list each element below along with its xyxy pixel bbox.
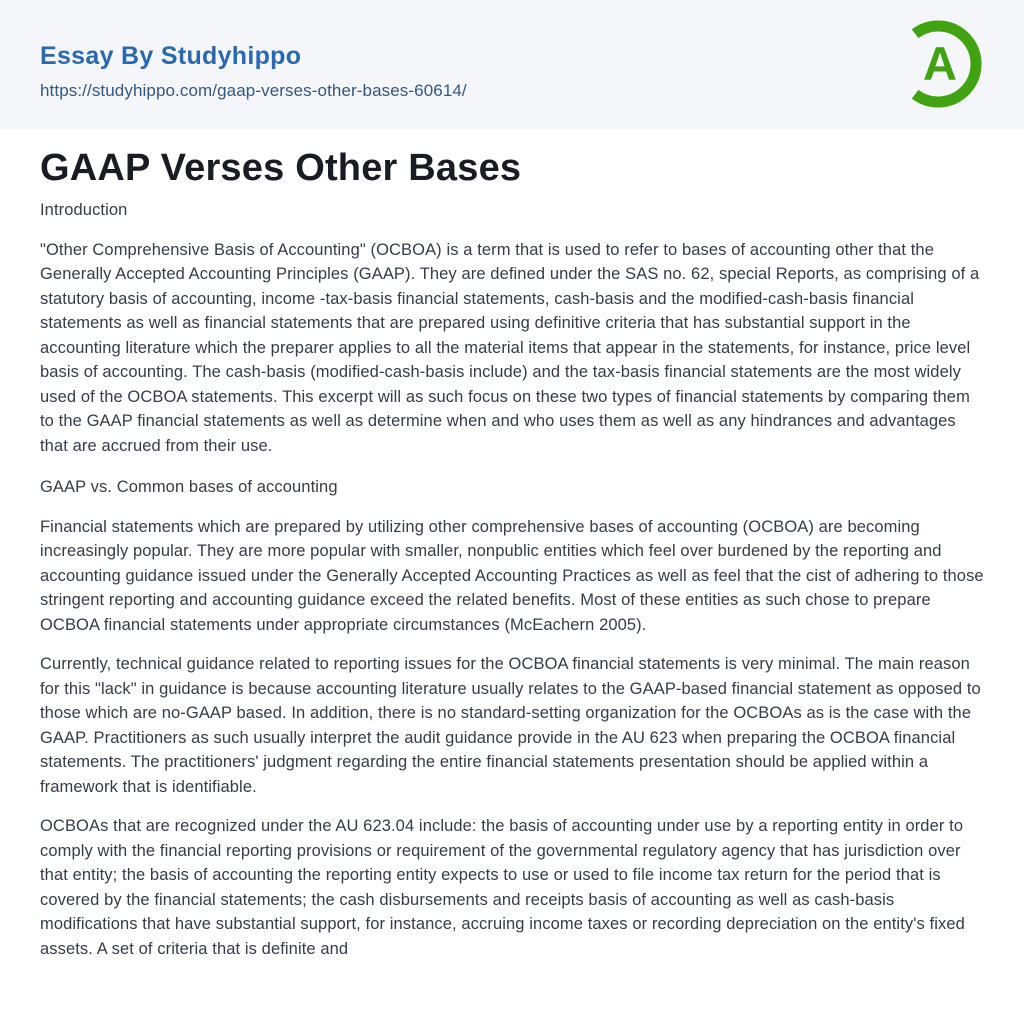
section-subheading-introduction: Introduction [40,201,128,219]
article-paragraph: Currently, technical guidance related to reporting issues for the OCBOA financial statements is very minimal. The main reason for this "lack" in guidance is because accounting literature usually relates to the GAAP-based financial statement as opposed to those which are no-GAAP based. In addition, there is no standard-setting organization for the OCBOAs as is the case with the GAAP. Practitioners as such usually interpret the audit guidance provide in the AU 623 when preparing the OCBOA financial statements. The practitioners' judgment regarding the entire financial statements presentation should be applied within a framework that is identifiable. [40,655,981,796]
article-paragraph: Financial statements which are prepared by utilizing other comprehensive bases of accounting (OCBOA) are becoming increasingly popular. They are more popular with smaller, nonpublic entities which feel over burdened by the reporting and accounting guidance issued under the Generally Accepted Accounting Practices as well as feel that the cist of adhering to those stringent reporting and accounting guidance exceed the related benefits. Most of these entities as such chose to prepare OCBOA financial statements under appropriate circumstances (McEachern 2005). [40,517,984,634]
article-title: GAAP Verses Other Bases [40,147,522,189]
studyhippo-logo-icon [894,20,982,108]
page-url-link[interactable]: https://studyhippo.com/gaap-verses-other-bases-60614/ [40,81,467,100]
article-content [0,148,1024,961]
page-header [0,0,1024,129]
logo-letter: A [923,37,957,90]
site-title-link[interactable]: Essay By Studyhippo [40,42,302,70]
article-paragraph: OCBOAs that are recognized under the AU 623.04 include: the basis of accounting under use by a reporting entity in order to comply with the financial reporting provisions or requirement of the governmental regulatory agency that has jurisdiction over that entity; the basis of accounting the reporting entity expects to use or used to file income tax return for the period that is covered by the financial statements; the cash disbursements and receipts basis of accounting as well as cash-basis modifications that have substantial support, for instance, accruing income taxes or recording depreciation on the entity's fixed assets. A set of criteria that is definite and [40,817,965,958]
article-paragraph: "Other Comprehensive Basis of Accounting" (OCBOA) is a term that is used to refer to bases of accounting other that the Generally Accepted Accounting Principles (GAAP). They are defined under the SAS no. 62, special Reports, as comprising of a statutory basis of accounting, income -tax-basis financial statements, cash-basis and the modified-cash-basis financial statements as well as financial statements that are prepared using definitive criteria that has substantial support in the accounting literature which the preparer applies to all the material items that appear in the statements, for instance, price level basis of accounting. The cash-basis (modified-cash-basis include) and the tax-basis financial statements are the most widely used of the OCBOA statements. This excerpt will as such focus on these two types of financial statements by comparing them to the GAAP financial statements as well as determine when and who uses them as well as any hindrances and advantages that are accrued from their use. [40,240,980,455]
section-subheading-gaap-vs-common-bases: GAAP vs. Common bases of accounting [40,478,338,496]
